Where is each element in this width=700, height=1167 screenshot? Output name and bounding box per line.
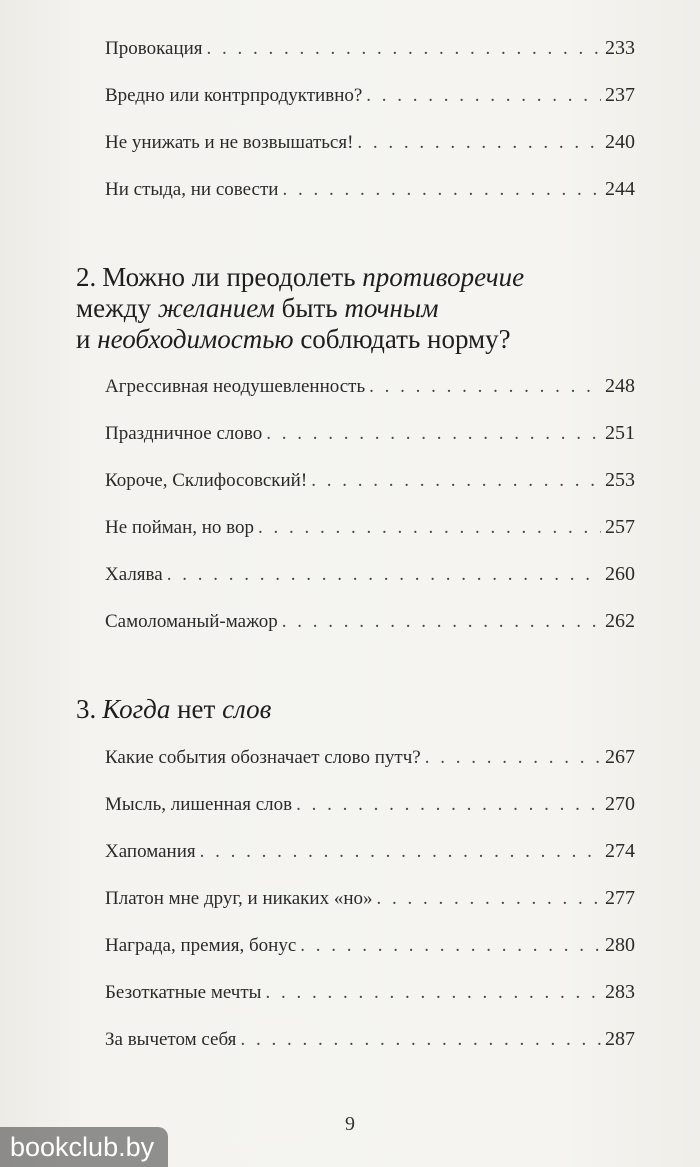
toc-leader-dots: [377, 887, 601, 911]
toc-entry-title: Ни стыда, ни совести: [105, 179, 279, 200]
toc-entry-page: 260: [605, 563, 635, 585]
heading-text: быть: [274, 293, 345, 323]
section-3-heading: [76, 694, 656, 725]
toc-entry-title: Вредно или контрпродуктивно?: [105, 85, 363, 106]
site-watermark: bookclub.by: [0, 1127, 168, 1167]
toc-leader-dots: [300, 934, 601, 958]
toc-section-3-entries: [105, 745, 635, 1074]
toc-leader-dots: [311, 469, 601, 493]
toc-entry-title: Халява: [105, 564, 163, 585]
heading-emphasis: точным: [344, 293, 439, 323]
toc-entry: [105, 83, 635, 130]
toc-entry-title: Платон мне друг, и никаких «но»: [105, 888, 373, 909]
toc-entry: [105, 609, 635, 656]
toc-entry-page: 233: [605, 37, 635, 59]
toc-entry: [105, 886, 635, 933]
toc-entry: [105, 745, 635, 792]
toc-entry-title: Мысль, лишенная слов: [105, 794, 293, 815]
toc-leader-dots: [282, 178, 601, 202]
toc-entry-page: 277: [605, 887, 635, 909]
toc-entry: [105, 792, 635, 839]
toc-entry: [105, 980, 635, 1027]
heading-text: между: [76, 293, 158, 323]
toc-entry-title: Безоткатные мечты: [105, 982, 262, 1003]
toc-entry-page: 237: [605, 84, 635, 106]
toc-entry-page: 280: [605, 934, 635, 956]
toc-entry-title: Праздничное слово: [105, 423, 263, 444]
toc-entry: [105, 36, 635, 83]
toc-leader-dots: [282, 610, 601, 634]
toc-leader-dots: [167, 563, 601, 587]
toc-leader-dots: [200, 840, 601, 864]
heading-text: соблюдать норму?: [293, 324, 511, 354]
heading-emphasis: слов: [222, 694, 272, 724]
toc-entry-page: 283: [605, 981, 635, 1003]
heading-text: нет: [170, 694, 223, 724]
toc-entry-title: За вычетом себя: [105, 1029, 237, 1050]
section-2-heading-line-2: [76, 293, 656, 324]
section-2-heading-line-3: [76, 324, 656, 355]
toc-entry-title: Не унижать и не возвышаться!: [105, 132, 354, 153]
toc-entry-page: 251: [605, 422, 635, 444]
heading-emphasis: желанием: [157, 293, 275, 323]
toc-entry-page: 287: [605, 1028, 635, 1050]
section-2-heading-line-1: [76, 262, 656, 293]
toc-entry-page: 244: [605, 178, 635, 200]
toc-entry-page: 274: [605, 840, 635, 862]
toc-entry-page: 240: [605, 131, 635, 153]
toc-entry-title: Награда, премия, бонус: [105, 935, 297, 956]
heading-text: и: [76, 324, 98, 354]
toc-leader-dots: [207, 37, 601, 61]
toc-entry-title: Самоломаный-мажор: [105, 611, 278, 632]
toc-entry: [105, 933, 635, 980]
toc-entry: [105, 130, 635, 177]
page-number: 9: [345, 1113, 355, 1135]
toc-entry: [105, 177, 635, 224]
toc-leader-dots: [258, 516, 601, 540]
toc-leader-dots: [240, 1028, 601, 1052]
toc-entry-page: 270: [605, 793, 635, 815]
toc-leader-dots: [266, 422, 601, 446]
toc-entry-title: Хапомания: [105, 841, 196, 862]
toc-leader-dots: [357, 131, 601, 155]
toc-entry: [105, 468, 635, 515]
toc-group-continued: [105, 36, 635, 224]
toc-entry-page: 253: [605, 469, 635, 491]
toc-entry: [105, 421, 635, 468]
toc-leader-dots: [296, 793, 601, 817]
toc-entry-page: 267: [605, 746, 635, 768]
toc-entry: [105, 1027, 635, 1074]
section-2-heading: [76, 262, 656, 355]
toc-section-2-entries: [105, 374, 635, 656]
section-number: 3.: [76, 694, 97, 724]
toc-leader-dots: [369, 375, 601, 399]
heading-emphasis: Когда: [102, 694, 171, 724]
toc-leader-dots: [366, 84, 601, 108]
heading-emphasis: противоречие: [362, 262, 525, 292]
section-number: 2.: [76, 262, 97, 292]
toc-entry: [105, 839, 635, 886]
toc-entry-page: 248: [605, 375, 635, 397]
heading-emphasis: необходимостью: [97, 324, 294, 354]
heading-text: Можно ли преодолеть: [102, 262, 363, 292]
toc-leader-dots: [265, 981, 601, 1005]
toc-entry-title: Не пойман, но вор: [105, 517, 254, 538]
toc-entry: [105, 515, 635, 562]
toc-entry-page: 257: [605, 516, 635, 538]
toc-entry: [105, 562, 635, 609]
toc-leader-dots: [425, 746, 601, 770]
toc-entry-title: Какие события обозначает слово путч?: [105, 747, 421, 768]
toc-entry-title: Агрессивная неодушевленность: [105, 376, 366, 397]
toc-entry: [105, 374, 635, 421]
toc-entry-page: 262: [605, 610, 635, 632]
toc-entry-title: Короче, Склифосовский!: [105, 470, 308, 491]
toc-entry-title: Провокация: [105, 38, 203, 59]
